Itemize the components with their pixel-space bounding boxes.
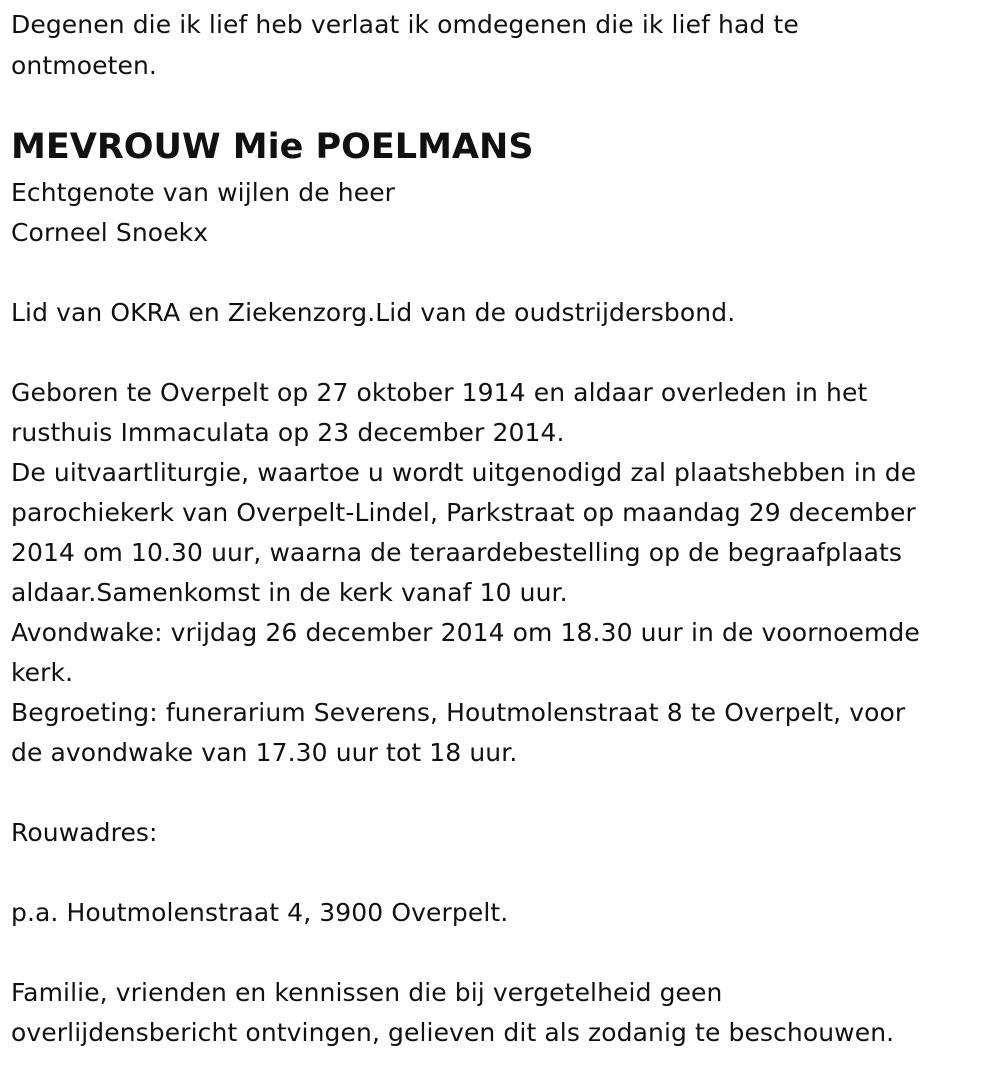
details-line-7: Avondwake: vrijdag 26 december 2014 om 18.30 uur in de voornoemde [11, 618, 920, 647]
closing-line-1: Familie, vrienden en kennissen die bij vergetelheid geen [11, 978, 723, 1007]
quote-line-1: Degenen die ik lief heb verlaat ik omdegenen die ik lief had te [11, 10, 799, 39]
spouse-line-1: Echtgenote van wijlen de heer [11, 178, 396, 207]
membership-text: Lid van OKRA en Ziekenzorg.Lid van de oudstrijdersbond. [11, 298, 736, 327]
details-line-3: De uitvaartliturgie, waartoe u wordt uitgenodigd zal plaatshebben in de [11, 458, 917, 487]
closing-line-2: overlijdensbericht ontvingen, gelieven dit als zodanig te beschouwen. [11, 1018, 895, 1047]
quote-line-2: ontmoeten. [11, 51, 157, 80]
details-line-4: parochiekerk van Overpelt-Lindel, Parkstraat op maandag 29 december [11, 498, 916, 527]
details-line-10: de avondwake van 17.30 uur tot 18 uur. [11, 738, 518, 767]
details-line-8: kerk. [11, 658, 74, 687]
details-line-5: 2014 om 10.30 uur, waarna de teraardebestelling op de begraafplaats [11, 538, 903, 567]
details-line-9: Begroeting: funerarium Severens, Houtmolenstraat 8 te Overpelt, voor [11, 698, 906, 727]
details-line-6: aldaar.Samenkomst in de kerk vanaf 10 uur. [11, 578, 568, 607]
details-line-2: rusthuis Immaculata op 23 december 2014. [11, 418, 565, 447]
deceased-name: MEVROUW Mie POELMANS [11, 127, 534, 167]
address-text: p.a. Houtmolenstraat 4, 3900 Overpelt. [11, 898, 509, 927]
details-line-1: Geboren te Overpelt op 27 oktober 1914 en aldaar overleden in het [11, 378, 868, 407]
spouse-line-2: Corneel Snoekx [11, 218, 209, 247]
address-label: Rouwadres: [11, 818, 158, 847]
